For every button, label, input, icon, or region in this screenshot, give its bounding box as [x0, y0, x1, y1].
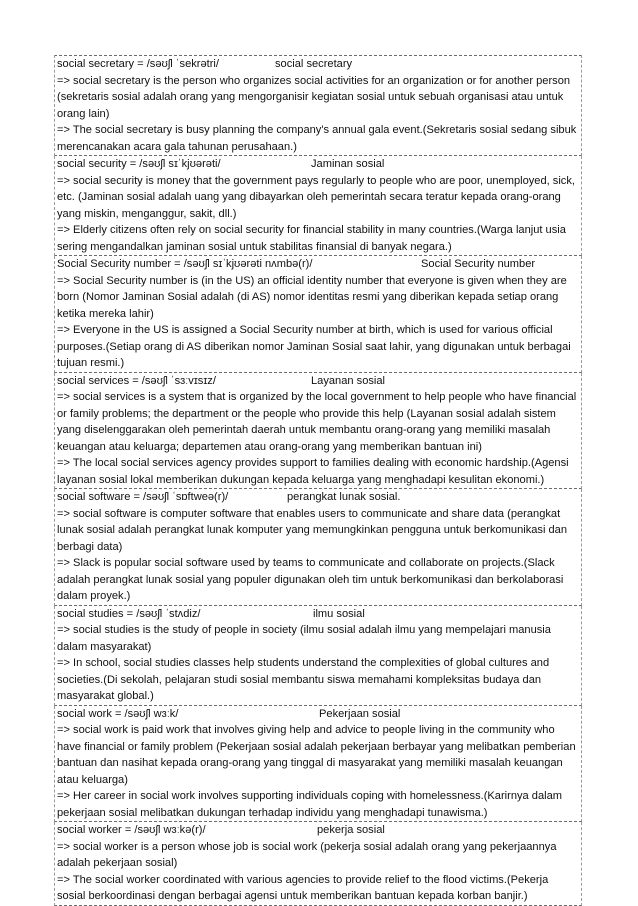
- glossary-page: [54, 55, 582, 906]
- entry-social-secretary: [54, 55, 582, 156]
- term-meaning: social secretary: [275, 58, 353, 70]
- example: => In school, social studies classes help students understand the complexities of global cultures and societies.(Di sekolah, pelajaran studi sosial membantu siswa memahami kompleksitas budaya dan masyarakat global.): [57, 657, 550, 702]
- definition: => Social Security number is (in the US) an official identity number that everyone is given when they are born (Nomor Jaminan Sosial adalah (di AS) nomor identitas resmi yang diberikan kepada setiap orang ketika mereka lahir): [57, 274, 567, 320]
- term-pronunciation: social services = /səʊʃl ˈsɜːvɪsɪz/: [57, 374, 216, 387]
- entry-heading: [57, 256, 579, 273]
- entry-social-security: [54, 156, 582, 256]
- entry-heading: [57, 56, 579, 73]
- entry-social-software: [54, 489, 582, 606]
- entry-social-studies: [54, 606, 582, 706]
- term-pronunciation: social worker = /səʊʃl wɜːkə(r)/: [57, 824, 206, 836]
- term-pronunciation: social work = /səʊʃl wɜːk/: [57, 707, 179, 720]
- entry-heading: [57, 156, 579, 173]
- entry-heading: [57, 489, 579, 506]
- definition: => social security is money that the government pays regularly to people who are poor, unemployed, sick, etc. (Jaminan sosial adalah uang yang dibayarkan oleh pemerintah secara teratur kepada orang-orang yang miskin, menganggur, sakit, dll.): [57, 174, 575, 220]
- term-meaning: ilmu sosial: [313, 607, 365, 620]
- definition: => social software is computer software that enables users to communicate and share data (perangkat lunak sosial adalah perangkat lunak komputer yang memungkinkan pengguna untuk berkomunikasi dan berbagi data): [57, 507, 568, 553]
- entry-social-services: [54, 373, 582, 490]
- term-meaning: pekerja sosial: [317, 824, 385, 836]
- term-meaning: Pekerjaan sosial: [319, 707, 401, 720]
- entry-social-work: [54, 706, 582, 823]
- example: => Her career in social work involves supporting individuals coping with homelessness.(Karirnya dalam pekerjaan sosial melibatkan dukungan terhadap individu yang menghadapi tunawisma.): [57, 790, 563, 819]
- definition: => social studies is the study of people in society (ilmu sosial adalah ilmu yang mempelajari manusia dalam masyarakat): [57, 624, 551, 653]
- term-meaning: Social Security number: [421, 258, 536, 270]
- term-meaning: perangkat lunak sosial.: [287, 491, 401, 503]
- entry-heading: [57, 706, 579, 723]
- example: => The local social services agency provides support to families dealing with economic hardship.(Agensi layanan sosial lokal memberikan dukungan kepada keluarga yang menghadapi kesulitan ekonomi.): [57, 457, 569, 486]
- entry-heading: [57, 373, 579, 390]
- example: => The social worker coordinated with various agencies to provide relief to the flood victims.(Pekerja sosial berkoordinasi dengan berbagai agensi untuk memberikan bantuan kepada korban banjir.): [57, 873, 549, 902]
- term-pronunciation: Social Security number = /səʊʃl sɪˈkjʊərəti nʌmbə(r)/: [57, 258, 313, 270]
- term-pronunciation: social studies = /səʊʃl ˈstʌdiz/: [57, 607, 201, 620]
- term-meaning: Layanan sosial: [311, 374, 386, 387]
- definition: => social services is a system that is organized by the local government to help people who have financial or family problems; the department or the people who provide this help (Layanan sosial adalah sistem yang diselenggarakan oleh pemerintah daerah untuk membantu orang-orang yang memiliki masalah keuangan atau keluarga; departemen atau orang-orang yang memberikan bantuan ini): [57, 391, 577, 453]
- entry-heading: [57, 606, 579, 623]
- term-pronunciation: social security = /səʊʃl sɪˈkjʊərəti/: [57, 158, 221, 170]
- term-pronunciation: social software = /səʊʃl ˈsɒftweə(r)/: [57, 491, 229, 503]
- entry-heading: [57, 822, 579, 839]
- entry-social-security-number: [54, 256, 582, 373]
- definition: => social worker is a person whose job is social work (pekerja sosial adalah orang yang pekerjaannya adalah pekerjaan sosial): [57, 840, 557, 869]
- example: => Everyone in the US is assigned a Social Security number at birth, which is used for various official purposes.(Setiap orang di AS diberikan nomor Jaminan Sosial saat lahir, yang digunakan untuk berbagai tujuan resmi.): [57, 324, 571, 369]
- term-pronunciation: social secretary = /səʊʃl ˈsekrətri/: [57, 58, 219, 70]
- term-meaning: Jaminan sosial: [311, 158, 385, 170]
- example: => Elderly citizens often rely on social security for financial stability in many countries.(Warga lanjut usia sering mengandalkan jaminan sosial untuk stabilitas finansial di banyak negara.): [57, 224, 566, 253]
- definition: => social secretary is the person who organizes social activities for an organization or for another person (sekretaris sosial adalah orang yang mengorganisir kegiatan sosial untuk sebuah organisasi atau untuk orang lain): [57, 74, 571, 120]
- definition: => social work is paid work that involves giving help and advice to people living in the community who have financial or family problem (Pekerjaan sosial adalah pekerjaan berbayar yang melibatkan pemberian bantuan dan nasihat kepada orang-orang yang tinggal di masyarakat yang memiliki masalah keuangan atau keluarga): [57, 724, 576, 786]
- example: => The social secretary is busy planning the company's annual gala event.(Sekretaris sosial sedang sibuk merencanakan acara gala tahunan perusahaan.): [57, 124, 577, 153]
- entry-social-worker: [54, 822, 582, 906]
- example: => Slack is popular social software used by teams to communicate and collaborate on projects.(Slack adalah perangkat lunak sosial yang populer digunakan oleh tim untuk berkomunikasi dan berkolaborasi dalam proyek.): [57, 557, 564, 602]
